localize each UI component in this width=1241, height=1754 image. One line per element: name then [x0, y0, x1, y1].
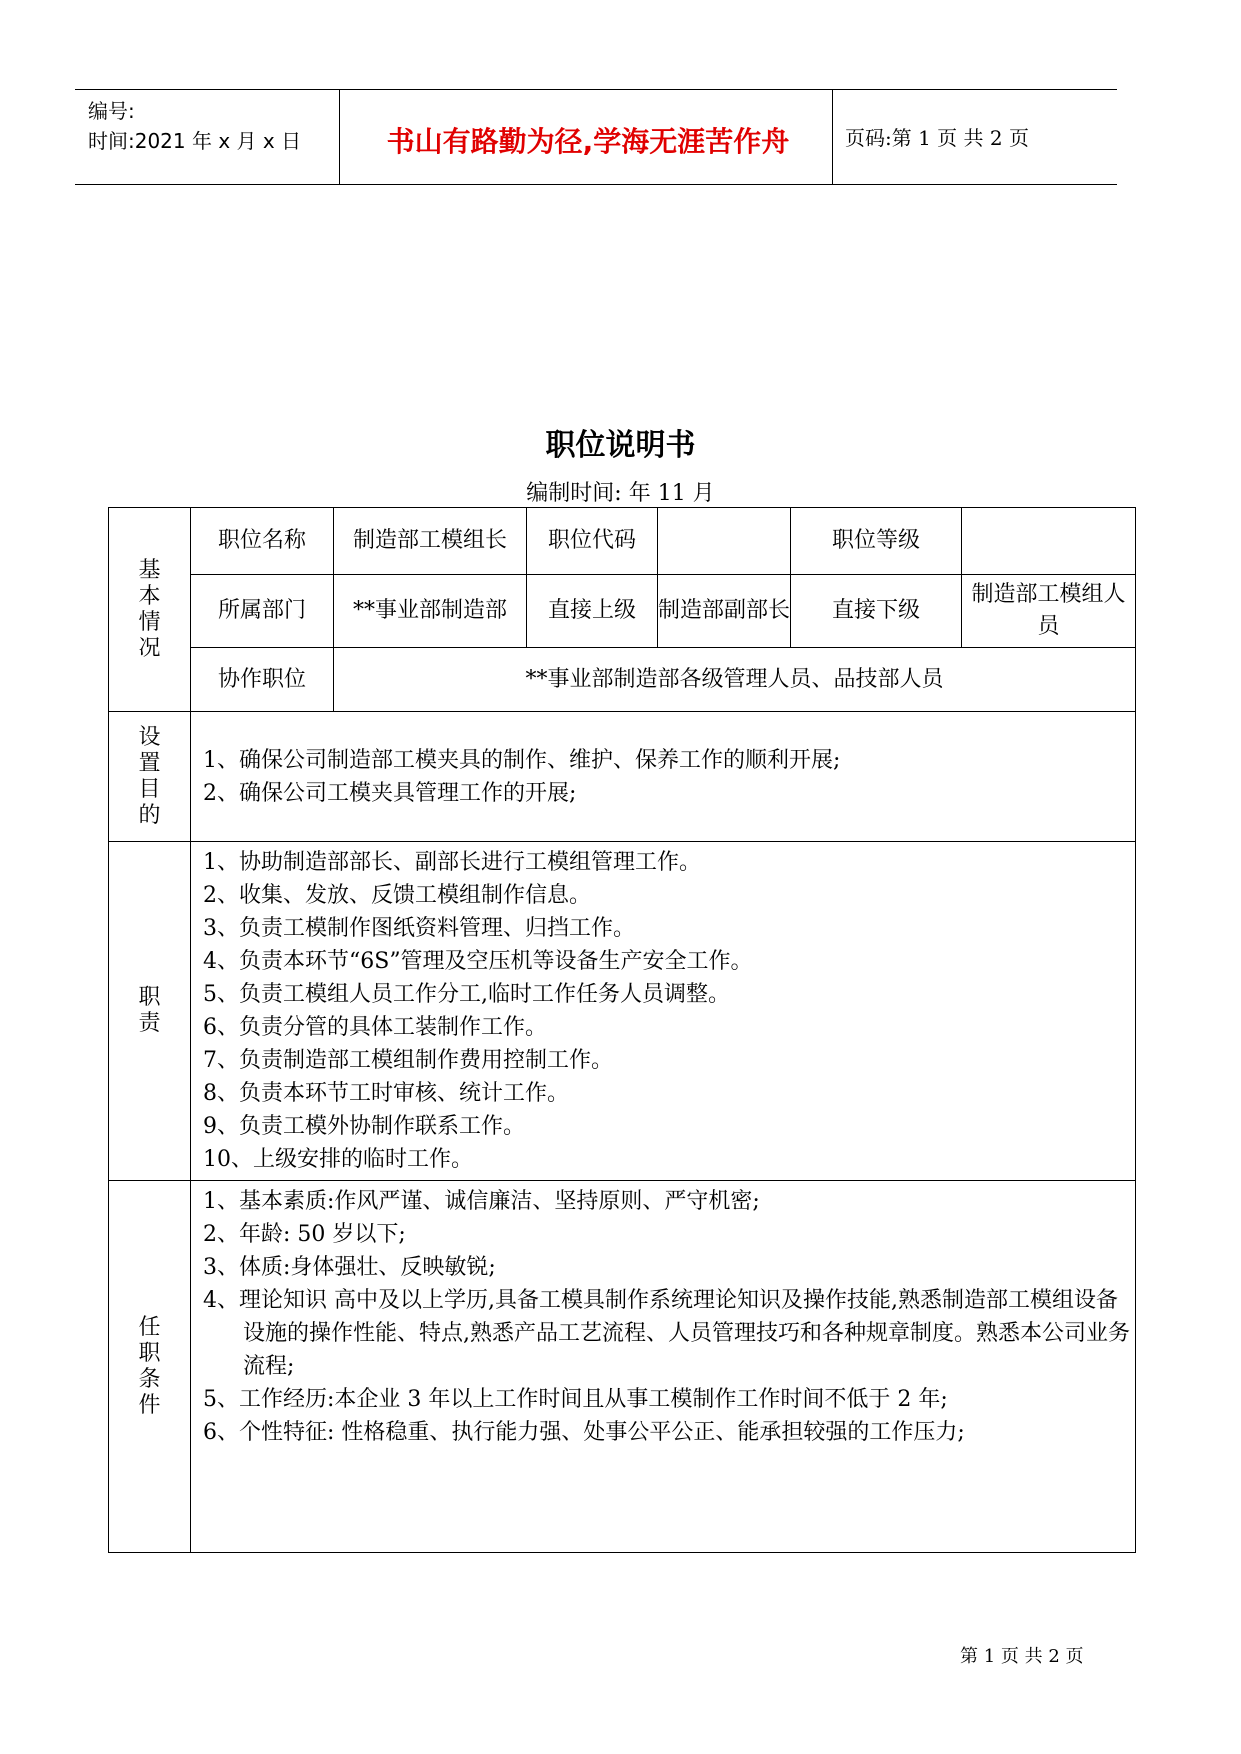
section-label-char: 置 [138, 750, 161, 776]
list-item: 2、年龄: 50 岁以下; [203, 1222, 406, 1247]
document-number-label: 编号: [88, 99, 135, 123]
superior-label: 直接上级 [527, 575, 658, 648]
subordinate-value: 制造部工模组人员 [962, 575, 1136, 648]
cooperation-label: 协作职位 [191, 648, 334, 712]
list-item: 1、确保公司制造部工模夹具的制作、维护、保养工作的顺利开展; [203, 747, 841, 773]
list-item: 6、个性特征: 性格稳重、执行能力强、处事公平公正、能承担较强的工作压力; [203, 1420, 965, 1445]
section-label-char: 基 [138, 557, 161, 583]
header-page-info: 页码:第 1 页 共 2 页 [845, 126, 1029, 150]
list-item: 3、负责工模制作图纸资料管理、归挡工作。 [203, 916, 635, 941]
list-item: 2、确保公司工模夹具管理工作的开展; [203, 780, 577, 806]
list-item: 5、工作经历:本企业 3 年以上工作时间且从事工模制作工作时间不低于 2 年; [203, 1387, 948, 1412]
list-item: 10、上级安排的临时工作。 [203, 1147, 473, 1172]
duties-row [109, 842, 1136, 1181]
header-left [88, 96, 301, 156]
job-description-table [108, 507, 1136, 1553]
header-divider [832, 90, 833, 184]
list-item: 5、负责工模组人员工作分工,临时工作任务人员调整。 [203, 982, 730, 1007]
purpose-list [191, 712, 1136, 842]
basic-row-1 [109, 508, 1136, 575]
list-item: 1、协助制造部部长、副部长进行工模组管理工作。 [203, 850, 701, 875]
list-item: 1、基本素质:作风严谨、诚信廉洁、坚持原则、严守机密; [203, 1189, 760, 1214]
basic-row-2 [109, 575, 1136, 648]
list-item: 9、负责工模外协制作联系工作。 [203, 1114, 525, 1139]
page-header [75, 89, 1117, 185]
position-code-label: 职位代码 [527, 508, 658, 575]
position-name-value: 制造部工模组长 [334, 508, 527, 575]
section-label-char: 本 [138, 583, 161, 609]
position-grade-value [962, 508, 1136, 575]
list-item: 7、负责制造部工模组制作费用控制工作。 [203, 1048, 613, 1073]
section-label-char: 条 [138, 1366, 161, 1392]
department-value: **事业部制造部 [334, 575, 527, 648]
compile-date: 编制时间: 年 11 月 [526, 481, 715, 506]
list-item: 8、负责本环节工时审核、统计工作。 [203, 1081, 569, 1106]
requirements-row [109, 1181, 1136, 1553]
list-item: 2、收集、发放、反馈工模组制作信息。 [203, 883, 591, 908]
header-motto: 书山有路勤为径,学海无涯苦作舟 [386, 125, 790, 158]
section-label-char: 设 [138, 724, 161, 750]
list-item: 4、理论知识 高中及以上学历,具备工模具制作系统理论知识及操作技能,熟悉制造部工模组设备设施的操作性能、特点,熟悉产品工艺流程、人员管理技巧和各种规章制度。熟悉本公司业务流程; [203, 1288, 1130, 1379]
department-label: 所属部门 [191, 575, 334, 648]
list-item: 4、负责本环节“6S”管理及空压机等设备生产安全工作。 [203, 949, 753, 974]
list-item: 6、负责分管的具体工装制作工作。 [203, 1015, 547, 1040]
list-item: 3、体质:身体强壮、反映敏锐; [203, 1255, 496, 1280]
position-name-label: 职位名称 [191, 508, 334, 575]
document-title: 职位说明书 [545, 428, 696, 463]
requirements-section-label [109, 1181, 191, 1553]
section-label-char: 件 [138, 1392, 161, 1418]
superior-value: 制造部副部长 [658, 575, 791, 648]
duties-list [191, 842, 1136, 1181]
purpose-section-label [109, 712, 191, 842]
header-divider [339, 90, 340, 184]
basic-info-section-label [109, 508, 191, 712]
section-label-char: 职 [138, 1340, 161, 1366]
requirements-list [191, 1181, 1136, 1553]
position-code-value [658, 508, 791, 575]
page-footer: 第 1 页 共 2 页 [960, 1646, 1084, 1667]
duties-section-label [109, 842, 191, 1181]
section-label-char: 职 [138, 985, 161, 1010]
section-label-char: 责 [138, 1011, 161, 1036]
section-label-char: 的 [138, 802, 161, 828]
purpose-row [109, 712, 1136, 842]
cooperation-value: **事业部制造部各级管理人员、品技部人员 [334, 648, 1136, 712]
basic-row-3 [109, 648, 1136, 712]
section-label-char: 目 [138, 776, 161, 802]
section-label-char: 况 [138, 635, 161, 661]
subordinate-label: 直接下级 [791, 575, 962, 648]
position-grade-label: 职位等级 [791, 508, 962, 575]
section-label-char: 情 [138, 609, 161, 635]
document-time-label: 时间:2021 年 x 月 x 日 [88, 129, 302, 153]
section-label-char: 任 [138, 1314, 161, 1340]
